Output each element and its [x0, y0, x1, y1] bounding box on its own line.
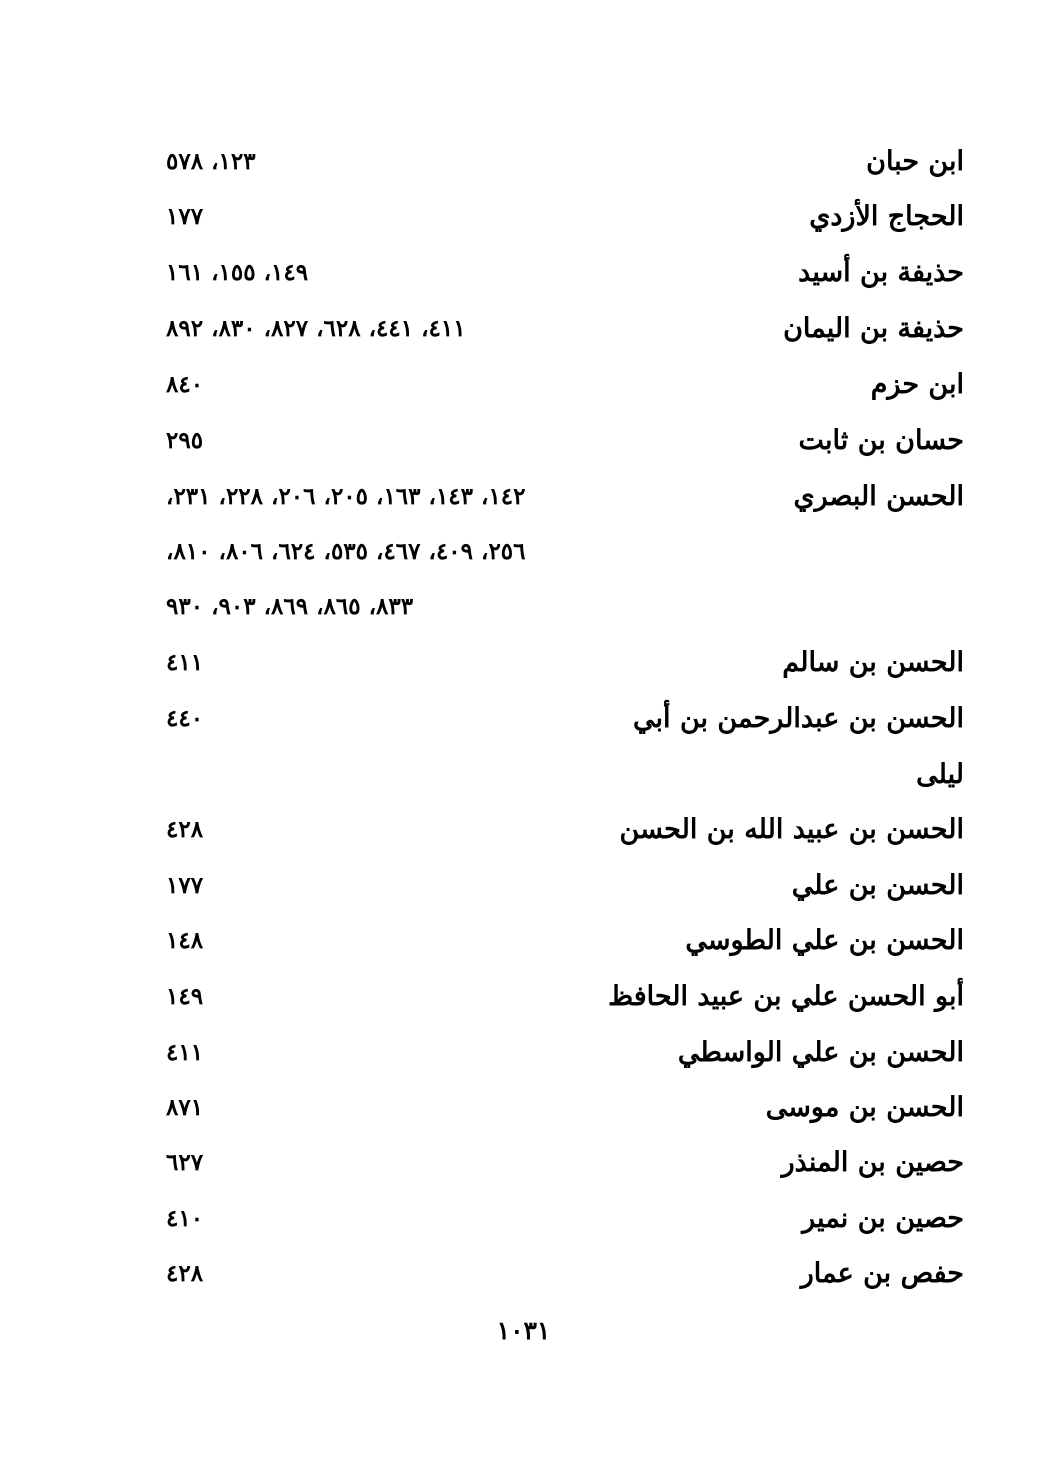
index-entry [140, 643, 964, 693]
page-number: ١٠٣١ [496, 1316, 551, 1345]
index-entry [140, 142, 964, 192]
entry-name: حذيفة بن اليمان [783, 313, 964, 344]
entry-name: ليلى [916, 759, 964, 790]
entry-name: الحسن البصري [793, 481, 964, 512]
entry-name: ابن حبان [866, 146, 964, 177]
entry-name: الحسن بن عبيد الله بن الحسن [619, 814, 964, 845]
index-entry [140, 755, 964, 805]
entry-name: الحسن بن عبدالرحمن بن أبي [633, 703, 964, 734]
entry-pages: ٤١١ [166, 649, 204, 676]
index-entry [140, 197, 964, 247]
entry-pages: ١٤٢، ١٤٣، ١٦٣، ٢٠٥، ٢٠٦، ٢٢٨، ٢٣١، [166, 483, 526, 510]
entry-pages: ١٧٧ [166, 203, 204, 230]
entry-pages: ١٢٣، ٥٧٨ [166, 148, 256, 175]
index-entry [140, 365, 964, 415]
index-entry [140, 1033, 964, 1083]
index-entry [140, 587, 964, 637]
entry-pages: ١٤٨ [166, 927, 204, 954]
index-entry [140, 253, 964, 303]
entry-name: حصين بن نمير [802, 1203, 964, 1234]
entry-name: الحسن بن علي الواسطي [677, 1037, 964, 1068]
entry-pages: ٤١٠ [166, 1205, 204, 1232]
entry-pages: ٦٢٧ [166, 1149, 204, 1176]
index-entry [140, 421, 964, 471]
index-entry [140, 477, 964, 527]
index-entry [140, 699, 964, 749]
entry-pages: ٤١١ [166, 1039, 204, 1066]
entry-pages: ١٤٩ [166, 983, 204, 1010]
index-entry [140, 1088, 964, 1138]
index-entry [140, 921, 964, 971]
entry-name: حسان بن ثابت [798, 425, 964, 456]
entry-name: الحسن بن سالم [782, 647, 964, 678]
entry-name: ابن حزم [870, 369, 964, 400]
entry-pages: ٤٤٠ [166, 705, 204, 732]
entry-pages: ٤١١، ٤٤١، ٦٢٨، ٨٢٧، ٨٣٠، ٨٩٢ [166, 315, 466, 342]
index-entry [140, 1143, 964, 1193]
entry-name: حذيفة بن أسيد [798, 257, 964, 288]
entry-pages: ٢٩٥ [166, 427, 204, 454]
entry-pages: ٨٣٣، ٨٦٥، ٨٦٩، ٩٠٣، ٩٣٠ [166, 593, 414, 620]
index-entry [140, 866, 964, 916]
entry-pages: ٢٥٦، ٤٠٩، ٤٦٧، ٥٣٥، ٦٢٤، ٨٠٦، ٨١٠، [166, 538, 526, 565]
index-entry [140, 1199, 964, 1249]
entry-name: حصين بن المنذر [781, 1147, 964, 1178]
entry-pages: ٨٤٠ [166, 371, 204, 398]
index-entry [140, 532, 964, 582]
entry-pages: ٤٢٨ [166, 816, 204, 843]
entry-name: أبو الحسن علي بن عبيد الحافظ [608, 981, 964, 1012]
entry-name: الحسن بن موسى [765, 1092, 964, 1123]
entry-name: الحسن بن علي الطوسي [685, 925, 964, 956]
index-entry [140, 1254, 964, 1304]
entry-name: الحسن بن علي [791, 870, 964, 901]
entry-pages: ١٤٩، ١٥٥، ١٦١ [166, 259, 309, 286]
entry-pages: ٨٧١ [166, 1094, 204, 1121]
index-entry [140, 810, 964, 860]
index-entry [140, 309, 964, 359]
entry-pages: ١٧٧ [166, 872, 204, 899]
entry-name: حفص بن عمار [800, 1258, 964, 1289]
entry-name: الحجاج الأزدي [809, 201, 964, 232]
entry-pages: ٤٢٨ [166, 1260, 204, 1287]
index-entry [140, 977, 964, 1027]
